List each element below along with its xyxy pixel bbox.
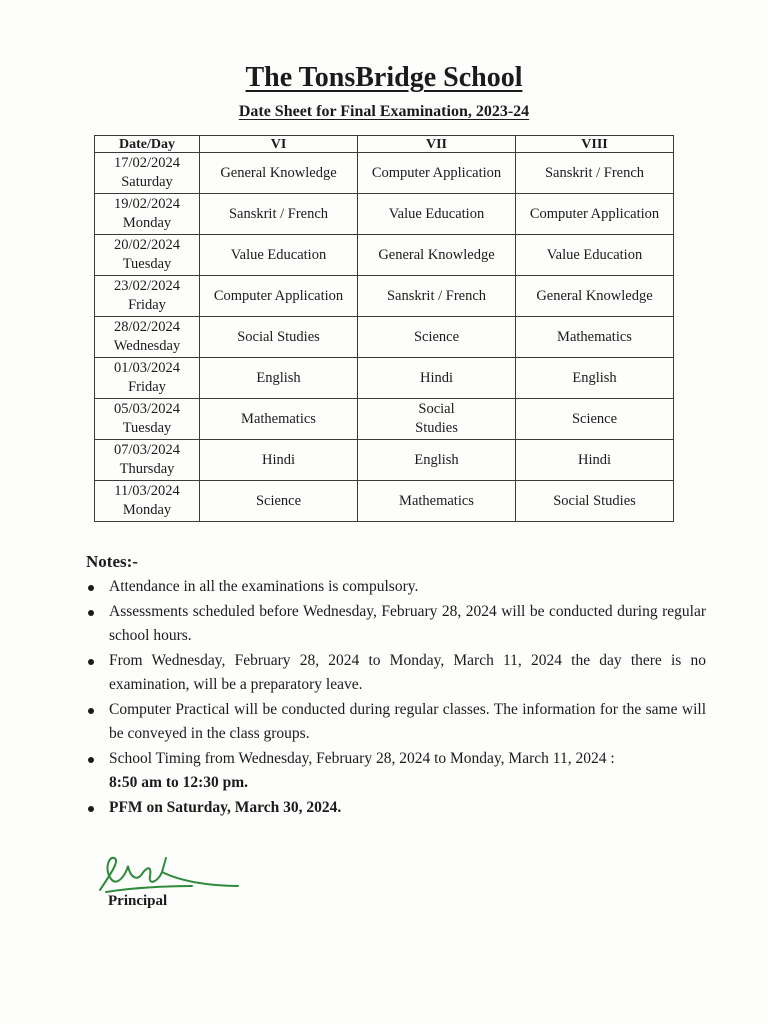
date-text: 11/03/2024 bbox=[114, 483, 180, 499]
date-cell bbox=[95, 358, 200, 399]
subject-vii: Hindi bbox=[358, 358, 516, 399]
table-row bbox=[95, 440, 674, 481]
subject-viii: Hindi bbox=[516, 440, 674, 481]
date-text: 20/02/2024 bbox=[113, 237, 181, 253]
date-text: 17/02/2024 bbox=[113, 155, 181, 171]
date-text: 01/03/2024 bbox=[113, 360, 181, 376]
table-row bbox=[95, 235, 674, 276]
date-sheet-subtitle: Date Sheet for Final Examination, 2023-24 bbox=[238, 103, 530, 120]
date-text: 28/02/2024 bbox=[113, 319, 181, 335]
subject-vii: Value Education bbox=[358, 194, 516, 235]
subject-vii: English bbox=[358, 440, 516, 481]
date-text: 07/03/2024 bbox=[113, 442, 181, 458]
day-text: Friday bbox=[128, 379, 166, 395]
table-row bbox=[95, 358, 674, 399]
column-header-date: Date/Day bbox=[95, 136, 200, 153]
day-text: Saturday bbox=[121, 174, 173, 190]
date-cell bbox=[95, 235, 200, 276]
subject-vii: Science bbox=[358, 317, 516, 358]
notes-heading: Notes:- bbox=[86, 552, 138, 571]
subject-vi: Mathematics bbox=[200, 399, 358, 440]
subject-vi: Science bbox=[200, 481, 358, 522]
subject-viii: Computer Application bbox=[516, 194, 674, 235]
date-text: 23/02/2024 bbox=[113, 278, 181, 294]
subject-vi: General Knowledge bbox=[200, 153, 358, 194]
table-header-row bbox=[95, 136, 674, 153]
table-row bbox=[95, 399, 674, 440]
table-row bbox=[95, 317, 674, 358]
note-item bbox=[86, 747, 706, 796]
subject-viii: General Knowledge bbox=[516, 276, 674, 317]
signatory-title: Principal bbox=[108, 893, 168, 909]
notes-list bbox=[86, 575, 706, 820]
subject-vi: Sanskrit / French bbox=[200, 194, 358, 235]
day-text: Thursday bbox=[119, 461, 175, 477]
note-timing-text: School Timing from Wednesday, February 28, 2024 to Monday, March 11, 2024 : bbox=[109, 749, 615, 767]
table-row bbox=[95, 194, 674, 235]
subject-vii: Sanskrit / French bbox=[358, 276, 516, 317]
date-text: 05/03/2024 bbox=[113, 401, 181, 417]
subject-viii: Mathematics bbox=[516, 317, 674, 358]
table-row bbox=[95, 153, 674, 194]
date-cell bbox=[95, 153, 200, 194]
date-text: 19/02/2024 bbox=[113, 196, 181, 212]
subject-vii: Mathematics bbox=[358, 481, 516, 522]
note-item: PFM on Saturday, March 30, 2024. bbox=[86, 796, 706, 821]
date-cell bbox=[95, 481, 200, 522]
note-item: Assessments scheduled before Wednesday, February 28, 2024 will be conducted during regular school hours. bbox=[86, 600, 706, 649]
subject-vi: Value Education bbox=[200, 235, 358, 276]
date-cell bbox=[95, 317, 200, 358]
subject-vi: English bbox=[200, 358, 358, 399]
day-text: Wednesday bbox=[113, 338, 181, 354]
note-item: From Wednesday, February 28, 2024 to Monday, March 11, 2024 the day there is no examination, will be a preparatory leave. bbox=[86, 649, 706, 698]
subject-vii: Computer Application bbox=[358, 153, 516, 194]
subject-vii: General Knowledge bbox=[358, 235, 516, 276]
school-name: The TonsBridge School bbox=[245, 62, 523, 93]
note-item: Attendance in all the examinations is compulsory. bbox=[86, 575, 706, 600]
date-cell bbox=[95, 276, 200, 317]
table-row bbox=[95, 481, 674, 522]
subject-viii: Sanskrit / French bbox=[516, 153, 674, 194]
day-text: Friday bbox=[128, 297, 166, 313]
table-row bbox=[95, 276, 674, 317]
subject-vii: Social Studies bbox=[358, 399, 516, 440]
subject-viii: Value Education bbox=[516, 235, 674, 276]
column-header-vii: VII bbox=[358, 136, 516, 153]
day-text: Monday bbox=[122, 215, 172, 231]
subject-viii: English bbox=[516, 358, 674, 399]
day-text: Tuesday bbox=[122, 420, 172, 436]
date-cell bbox=[95, 440, 200, 481]
date-sheet-table bbox=[94, 135, 674, 522]
subject-viii: Social Studies bbox=[516, 481, 674, 522]
note-item: Computer Practical will be conducted during regular classes. The information for the same will be conveyed in the class groups. bbox=[86, 698, 706, 747]
date-cell bbox=[95, 399, 200, 440]
subject-viii: Science bbox=[516, 399, 674, 440]
day-text: Monday bbox=[122, 502, 172, 518]
subject-vi: Computer Application bbox=[200, 276, 358, 317]
subject-vi: Social Studies bbox=[200, 317, 358, 358]
date-cell bbox=[95, 194, 200, 235]
column-header-viii: VIII bbox=[516, 136, 674, 153]
column-header-vi: VI bbox=[200, 136, 358, 153]
day-text: Tuesday bbox=[122, 256, 172, 272]
subject-vi: Hindi bbox=[200, 440, 358, 481]
note-timing-bold: 8:50 am to 12:30 pm. bbox=[109, 774, 249, 791]
